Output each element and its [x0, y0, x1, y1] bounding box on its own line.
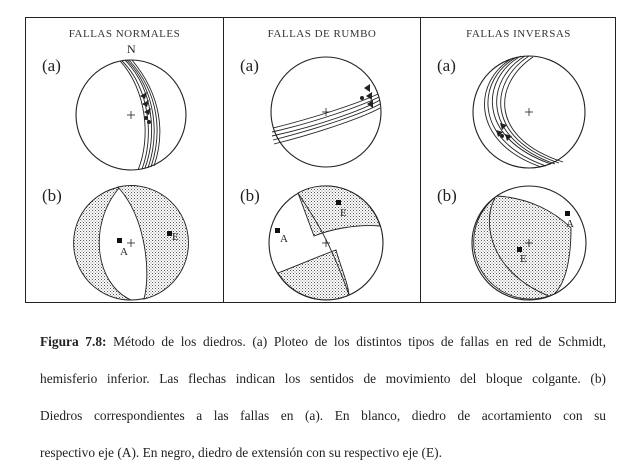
caption-line: respectivo eje (A). En negro, diedro de extensión con su respectivo eje (E). [40, 445, 442, 460]
axis-e-marker [336, 200, 341, 205]
label-a: (a) [437, 56, 456, 75]
panel-title: FALLAS DE RUMBO [267, 28, 377, 40]
label-b: (b) [437, 186, 457, 205]
axis-a-label: A [120, 246, 128, 258]
stereonet-inversas [421, 18, 616, 304]
figure-caption [40, 323, 606, 471]
panel-fallas-normales [26, 18, 223, 302]
stereonet-b [472, 186, 586, 300]
north-label: N [127, 42, 136, 56]
axis-e-marker [517, 247, 522, 252]
panel-fallas-inversas [421, 18, 616, 302]
stereonet-b [74, 186, 189, 300]
label-b: (b) [240, 186, 260, 205]
panel-fallas-de-rumbo [224, 18, 420, 302]
axis-a-marker [117, 238, 122, 243]
caption-line: Diedros correspondientes a las fallas en (a). En blanco, diedro de acortamiento con su [40, 408, 606, 423]
axis-e-label: E [172, 231, 179, 243]
stereonet-a [271, 57, 381, 167]
axis-e-label: E [340, 207, 347, 219]
caption-line [40, 323, 606, 360]
label-b: (b) [42, 186, 62, 205]
panel-title: FALLAS INVERSAS [466, 28, 571, 40]
label-a: (a) [240, 56, 259, 75]
label-a: (a) [42, 56, 61, 75]
axis-a-label: A [566, 218, 574, 230]
axis-a-marker [565, 211, 570, 216]
caption-figure-label: Figura 7.8: [40, 334, 107, 349]
figure-frame [25, 17, 616, 303]
panel-title: FALLAS NORMALES [68, 28, 181, 40]
stereonet-rumbo [224, 18, 420, 304]
stereonet-b [269, 186, 383, 300]
stereonet-normales [26, 18, 223, 304]
axis-a-label: A [280, 233, 288, 245]
stereonet-a [473, 56, 585, 168]
caption-text: Método de los diedros. (a) Ploteo de los distintos tipos de fallas en red de Schmidt, [106, 334, 607, 349]
axis-e-label: E [520, 253, 527, 265]
caption-line: hemisferio inferior. Las flechas indican los sentidos de movimiento del bloque colgante. (b) [40, 371, 606, 386]
stereonet-a [76, 42, 186, 170]
